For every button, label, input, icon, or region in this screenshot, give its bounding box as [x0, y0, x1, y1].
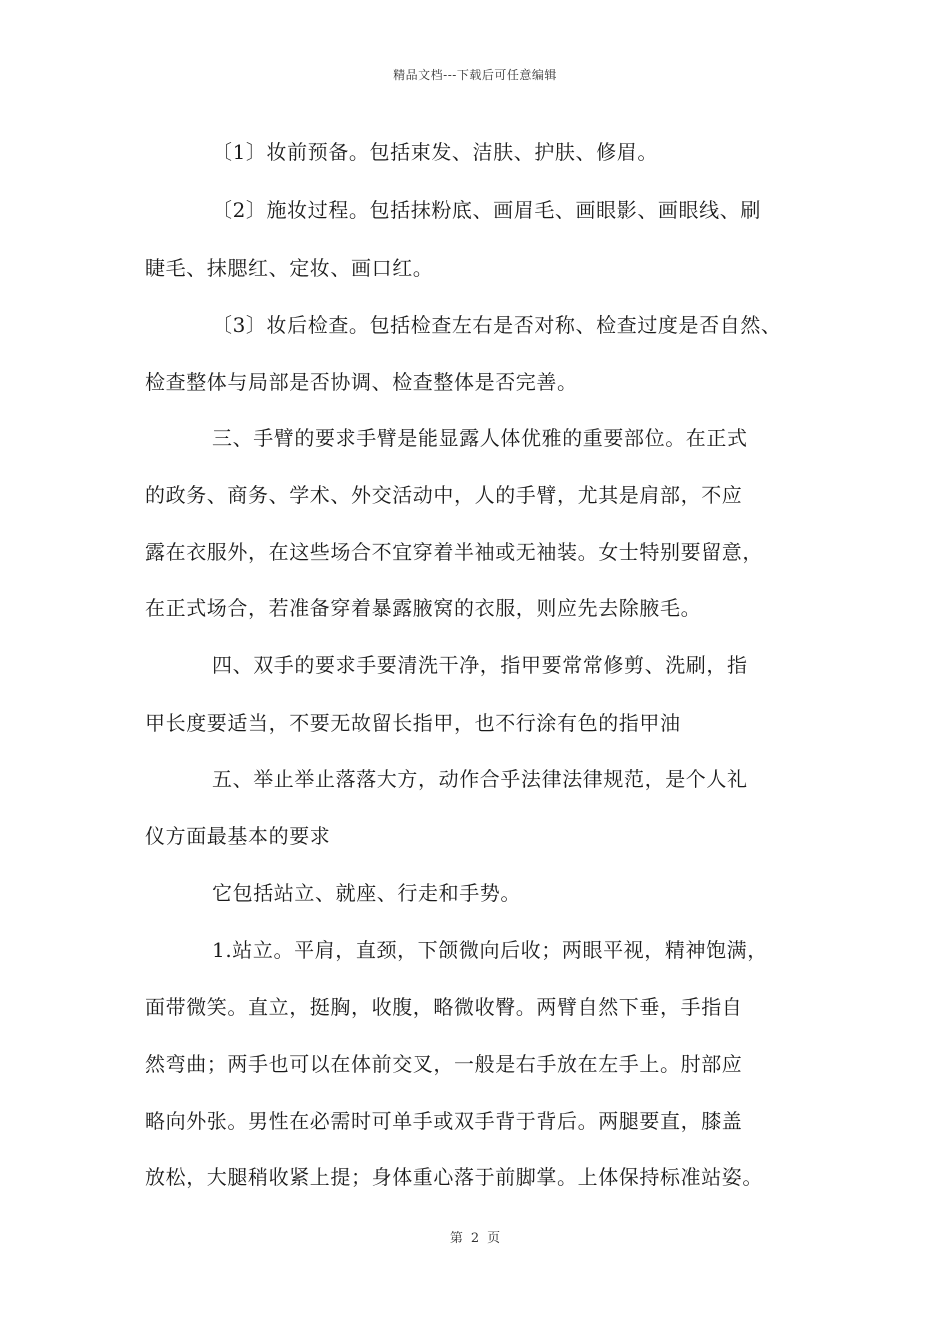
paragraph-line: 在正式场合，若准备穿着暴露腋窝的衣服，则应先去除腋毛。 [145, 596, 702, 620]
paragraph-line: 然弯曲；两手也可以在体前交叉，一般是右手放在左手上。肘部应 [145, 1052, 743, 1076]
paragraph-line: 仪方面最基本的要求 [145, 824, 331, 848]
paragraph-line: 〔2〕施妆过程。包括抹粉底、画眉毛、画眼影、画眼线、刷 [212, 198, 761, 222]
paragraph-line: 面带微笑。直立，挺胸，收腹，略微收臀。两臂自然下垂，手指自 [145, 995, 743, 1019]
paragraph-line: 甲长度要适当，不要无故留长指甲，也不行涂有色的指甲油 [145, 711, 681, 735]
paragraph-line: 放松，大腿稍收紧上提；身体重心落于前脚掌。上体保持标准站姿。 [145, 1165, 763, 1189]
paragraph-line: 三、手臂的要求手臂是能显露人体优雅的重要部位。在正式 [212, 426, 748, 450]
paragraph-line: 它包括站立、就座、行走和手势。 [212, 881, 521, 905]
paragraph-line: 四、双手的要求手要清洗干净，指甲要常常修剪、洗刷，指 [212, 653, 748, 677]
page-suffix: 页 [487, 1231, 501, 1246]
paragraph-line: 略向外张。男性在必需时可单手或双手背于背后。两腿要直，膝盖 [145, 1109, 743, 1133]
paragraph-line: 露在衣服外，在这些场合不宜穿着半袖或无袖装。女士特别要留意， [145, 540, 763, 564]
page-prefix: 第 [449, 1231, 463, 1246]
paragraph-line: 1.站立。平肩，直颈，下颌微向后收；两眼平视，精神饱满， [212, 938, 768, 962]
paragraph-line: 检查整体与局部是否协调、检查整体是否完善。 [145, 370, 578, 394]
paragraph-line: 〔1〕妆前预备。包括束发、洁肤、护肤、修眉。 [212, 140, 658, 164]
paragraph-line: 的政务、商务、学术、外交活动中，人的手臂，尤其是肩部，不应 [145, 483, 743, 507]
paragraph-line: 五、举止举止落落大方，动作合乎法律法律规范，是个人礼 [212, 767, 748, 791]
page-footer [0, 1227, 950, 1246]
paragraph-line: 〔3〕妆后检查。包括检查左右是否对称、检查过度是否自然、 [212, 313, 782, 337]
page-number: 2 [470, 1231, 480, 1246]
page-header: 精品文档---下载后可任意编辑 [393, 68, 557, 82]
paragraph-line: 睫毛、抹腮红、定妆、画口红。 [145, 256, 434, 280]
